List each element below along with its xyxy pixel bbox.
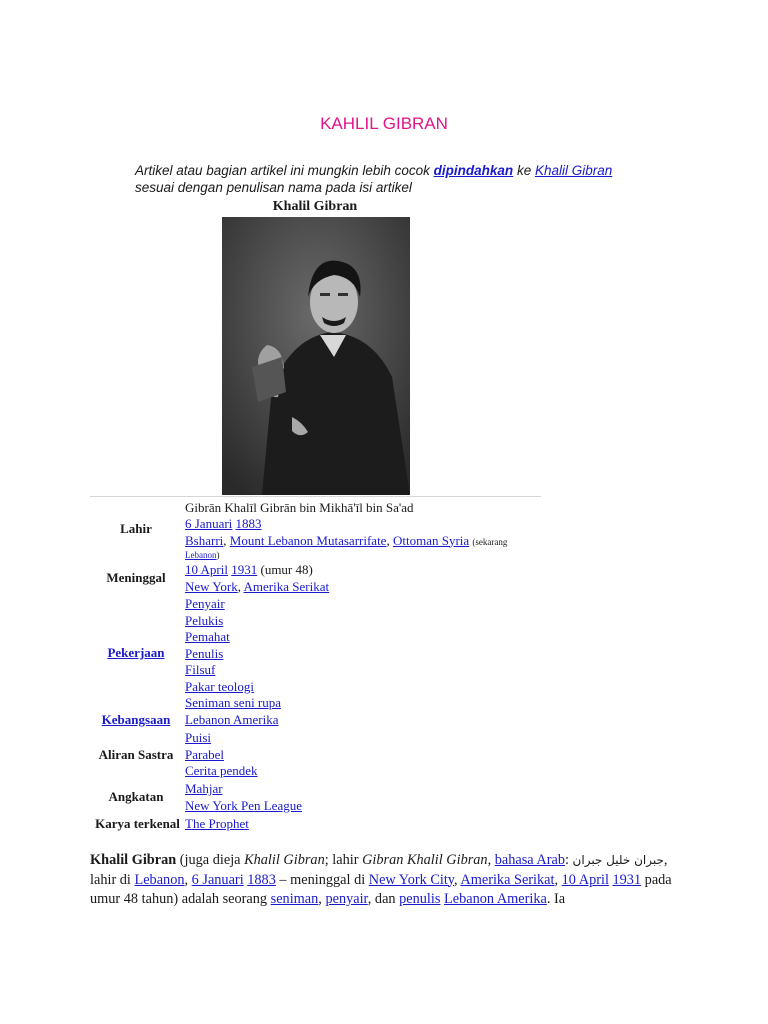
link-mahjar[interactable]: Mahjar bbox=[185, 781, 223, 796]
link-penulis[interactable]: penulis bbox=[399, 891, 441, 907]
link-seniman[interactable]: seniman bbox=[270, 891, 319, 907]
link-6-januari[interactable]: 6 Januari bbox=[191, 871, 244, 888]
link-pen-league[interactable]: New York Pen League bbox=[185, 797, 302, 813]
note-close: ) bbox=[216, 550, 220, 560]
link-amerika-serikat[interactable]: Amerika Serikat bbox=[243, 578, 330, 594]
link-lebanon[interactable]: Lebanon bbox=[134, 871, 185, 888]
link-bahasa-arab[interactable]: bahasa Arab bbox=[494, 852, 565, 868]
subject-name: Khalil Gibran bbox=[90, 852, 177, 868]
link-amerika-serikat-body[interactable]: Amerika Serikat bbox=[460, 871, 555, 888]
genre-item[interactable]: Parabel bbox=[185, 746, 224, 762]
occupation-item[interactable]: Pemahat bbox=[185, 629, 230, 644]
label-lahir: Lahir bbox=[120, 521, 152, 536]
occupation-item[interactable]: Pakar teologi bbox=[185, 678, 254, 694]
genre-item[interactable]: Cerita pendek bbox=[185, 763, 258, 778]
notice-text: ke bbox=[513, 163, 535, 178]
link-lebanon-note[interactable]: Lebanon bbox=[185, 550, 217, 560]
occupation-item[interactable]: Filsuf bbox=[185, 662, 216, 677]
link-ottoman-syria[interactable]: Ottoman Syria bbox=[392, 532, 470, 548]
link-the-prophet[interactable]: The Prophet bbox=[185, 816, 249, 831]
link-penyair[interactable]: penyair bbox=[325, 891, 368, 907]
link-mount-lebanon[interactable]: Mount Lebanon Mutasarrifate bbox=[229, 532, 387, 548]
link-new-york[interactable]: New York bbox=[185, 578, 238, 594]
occupation-item[interactable]: Penulis bbox=[185, 645, 224, 661]
alt-spelling: Khalil Gibran bbox=[244, 852, 325, 868]
move-notice bbox=[135, 162, 655, 196]
notice-text: sesuai dengan penulisan nama pada isi artikel bbox=[135, 180, 412, 195]
label-karya-terkenal: Karya terkenal bbox=[95, 816, 180, 831]
link-birth-day[interactable]: 6 Januari bbox=[185, 516, 233, 531]
occupation-item[interactable]: Pelukis bbox=[185, 612, 224, 628]
link-1931[interactable]: 1931 bbox=[612, 871, 642, 888]
page-title: KAHLIL GIBRAN bbox=[320, 114, 448, 133]
label-angkatan: Angkatan bbox=[108, 789, 164, 804]
link-bsharri[interactable]: Bsharri bbox=[185, 532, 224, 548]
link-1883[interactable]: 1883 bbox=[247, 871, 276, 888]
link-lebanon-amerika-body[interactable]: Lebanon Amerika bbox=[444, 891, 547, 907]
occupation-item[interactable]: Seniman seni rupa bbox=[185, 695, 282, 710]
link-death-day[interactable]: 10 April bbox=[185, 562, 228, 577]
label-kebangsaan[interactable]: Kebangsaan bbox=[101, 712, 171, 727]
link-birth-year[interactable]: 1883 bbox=[235, 516, 262, 531]
label-pekerjaan[interactable]: Pekerjaan bbox=[107, 645, 165, 660]
birth-name: Gibran Khalil Gibran bbox=[362, 852, 488, 868]
occupation-item[interactable]: Penyair bbox=[185, 596, 225, 611]
notice-link-target[interactable]: Khalil Gibran bbox=[534, 163, 613, 178]
full-name: Gibrān Khalīl Gibrān bin Mikhā'īl bin Sa'ad bbox=[185, 500, 414, 515]
label-aliran-sastra: Aliran Sastra bbox=[98, 747, 174, 762]
note-text: (sekarang bbox=[472, 536, 508, 547]
article-paragraph: Khalil Gibran (juga dieja Khalil Gibran; lahir Gibran Khalil Gibran, bahasa Arab: جبران خليل جبران, lahir di Lebanon, 6 Januari 1883 – meninggal di New York City, Amerika Serikat, 10 April 1931 pada umur 48 tahun) adalah seorang seniman, penyair, dan penulis Lebanon Amerika. Ia bbox=[90, 852, 672, 907]
label-meninggal: Meninggal bbox=[106, 570, 166, 585]
link-death-year[interactable]: 1931 bbox=[231, 562, 258, 577]
genre-item[interactable]: Puisi bbox=[185, 730, 212, 745]
age-text: (umur 48) bbox=[260, 562, 313, 577]
notice-link-move[interactable]: dipindahkan bbox=[433, 163, 514, 178]
infobox-divider bbox=[90, 496, 541, 497]
link-10-april[interactable]: 10 April bbox=[561, 871, 609, 888]
portrait-image bbox=[222, 217, 410, 495]
infobox-title: Khalil Gibran bbox=[272, 199, 358, 214]
link-lebanon-amerika[interactable]: Lebanon Amerika bbox=[185, 712, 279, 727]
link-new-york-city[interactable]: New York City bbox=[368, 871, 455, 888]
notice-text: Artikel atau bagian artikel ini mungkin lebih cocok bbox=[135, 163, 434, 178]
arabic-name: جبران خليل جبران bbox=[572, 853, 664, 867]
